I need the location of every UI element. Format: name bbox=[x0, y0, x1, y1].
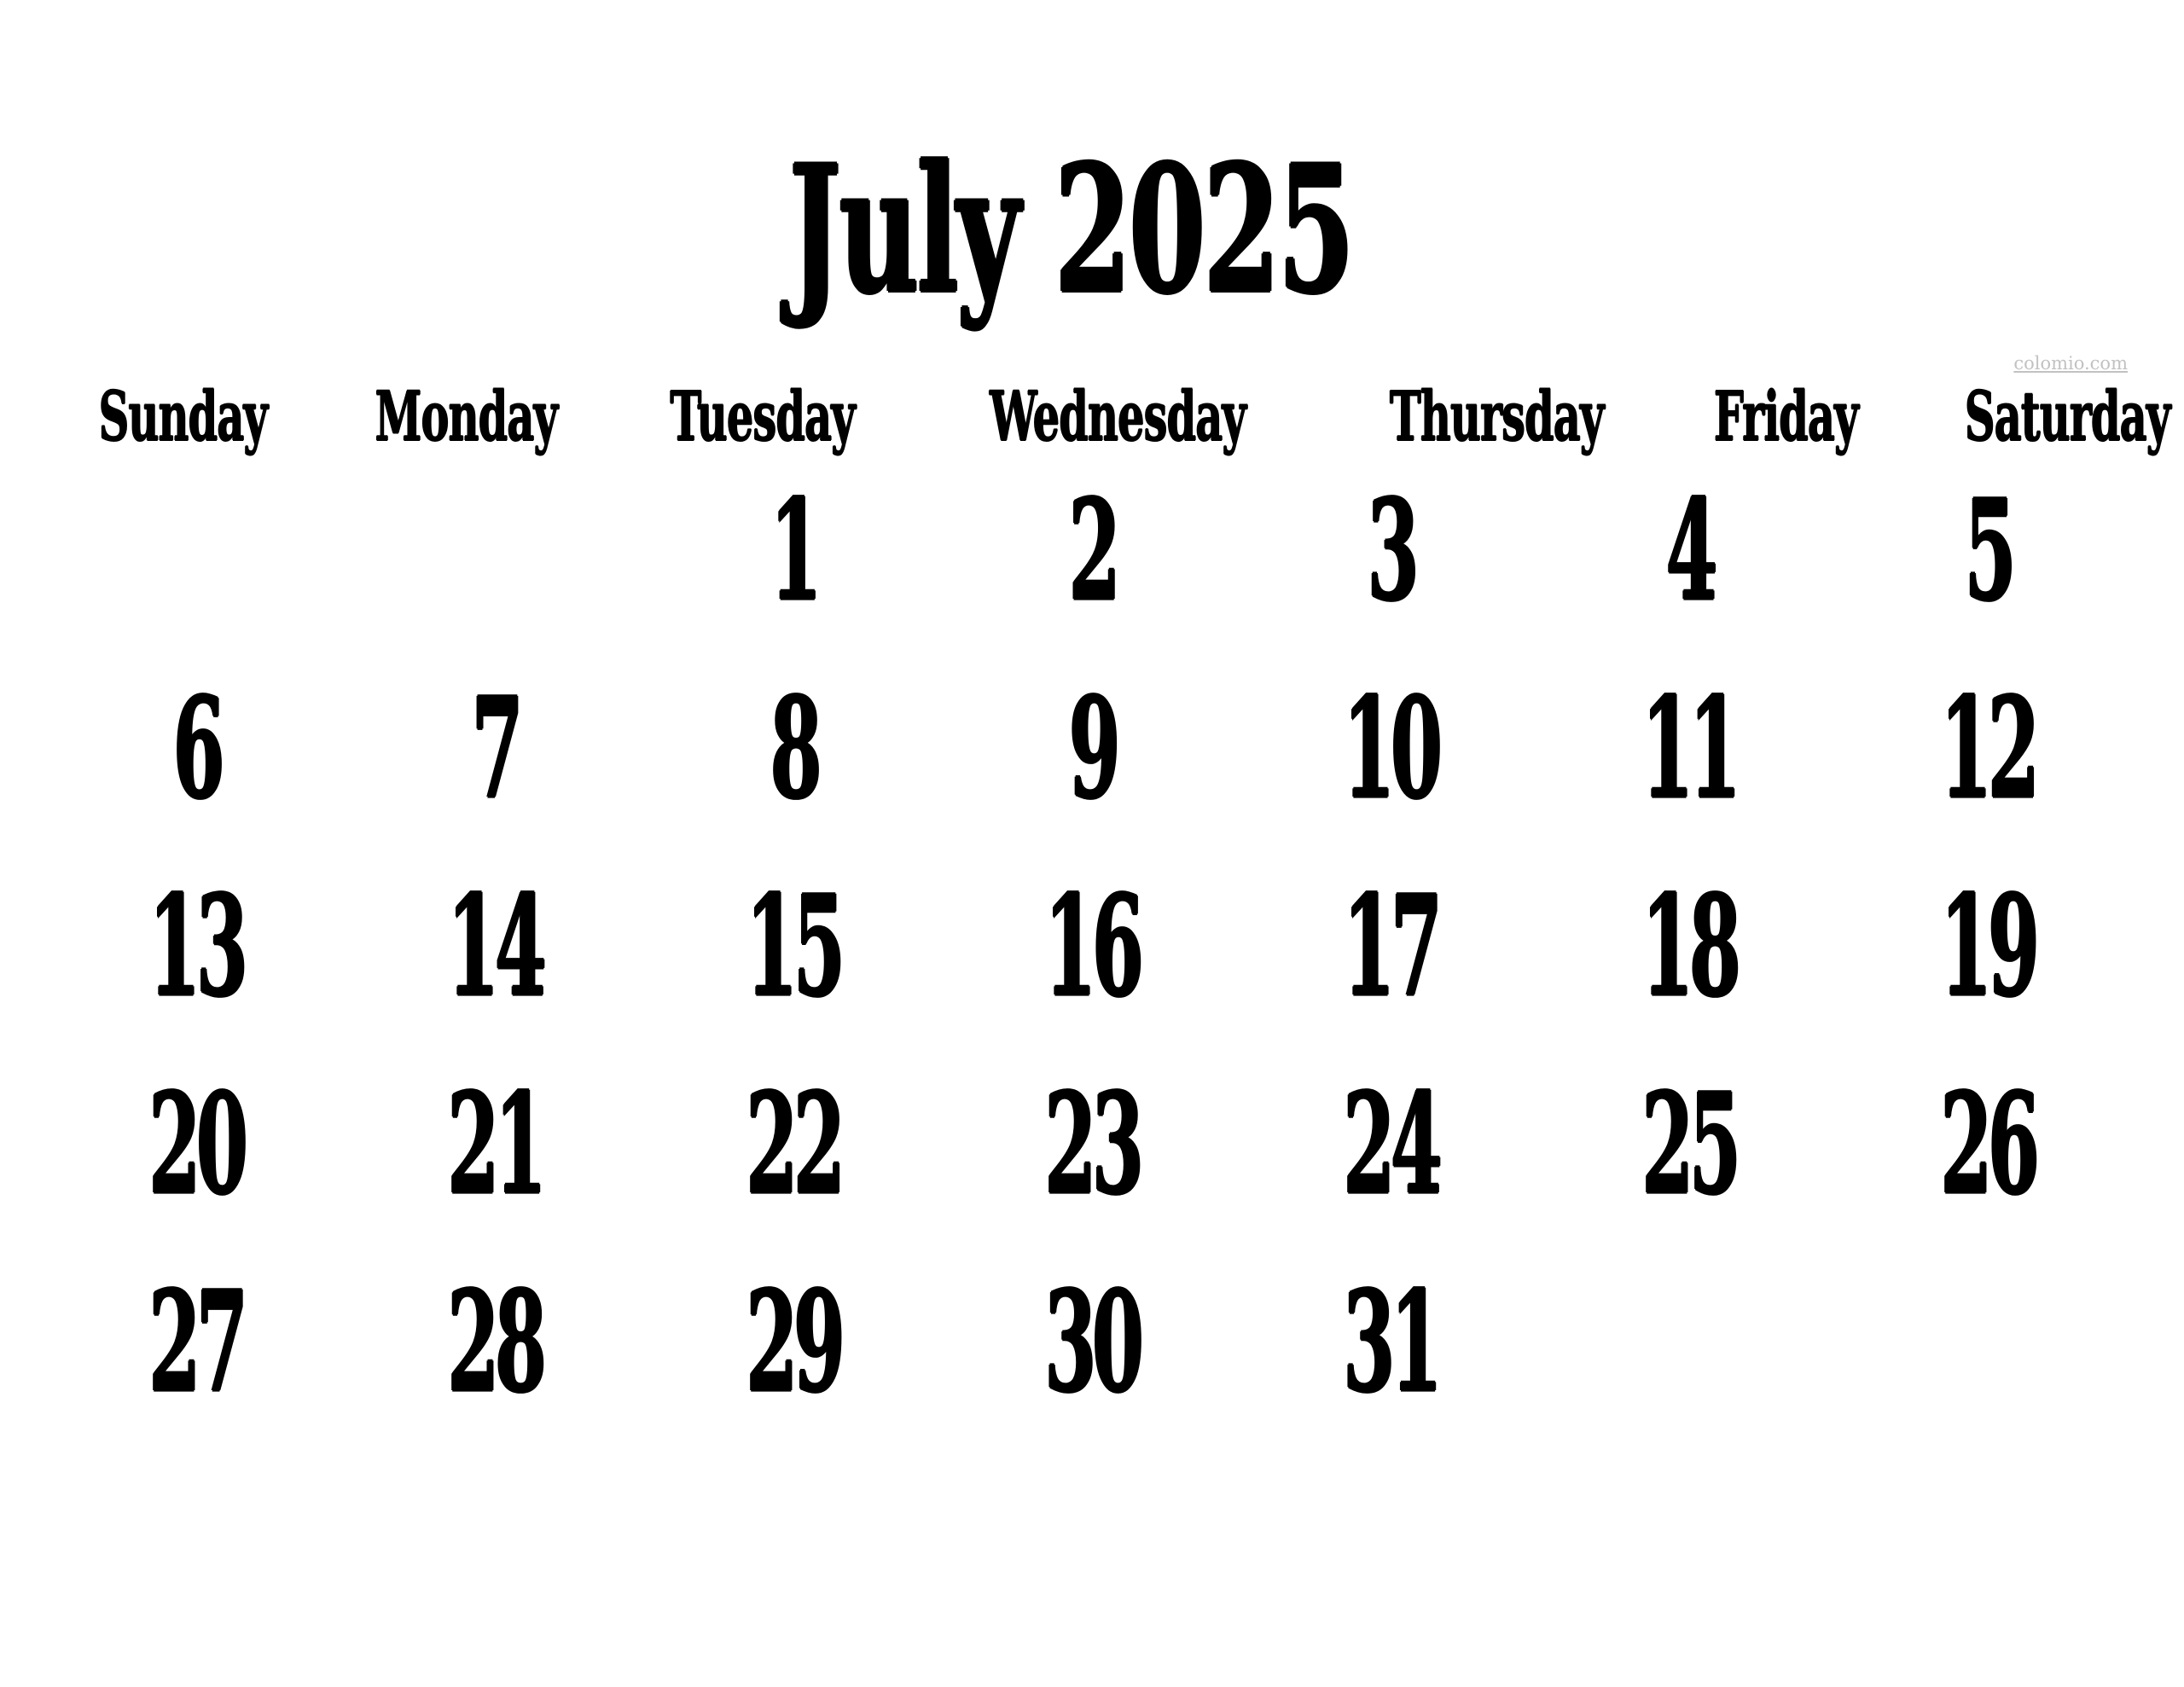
day-header-saturday bbox=[1902, 375, 2184, 456]
day-header-label: Friday bbox=[1713, 376, 1858, 456]
date-cell-10 bbox=[1241, 650, 1540, 848]
date-cell-8 bbox=[644, 650, 943, 848]
day-header-label: Wednesday bbox=[989, 376, 1246, 456]
date-cell-26 bbox=[1838, 1046, 2137, 1244]
date-number: 13 bbox=[148, 866, 244, 1028]
date-cell-24 bbox=[1241, 1046, 1540, 1244]
date-cell-25 bbox=[1540, 1046, 1838, 1244]
date-number: 27 bbox=[148, 1261, 244, 1423]
date-cell-30 bbox=[943, 1244, 1241, 1441]
day-header-tuesday bbox=[613, 375, 911, 456]
date-cell-7 bbox=[346, 650, 644, 848]
date-cell-18 bbox=[1540, 848, 1838, 1046]
date-number: 28 bbox=[447, 1261, 543, 1423]
day-header-sunday bbox=[47, 375, 319, 456]
date-number: 4 bbox=[1665, 470, 1713, 632]
date-cell-23 bbox=[943, 1046, 1241, 1244]
date-number: 14 bbox=[447, 866, 543, 1028]
date-cell-21 bbox=[346, 1046, 644, 1244]
date-cell-16 bbox=[943, 848, 1241, 1046]
date-number: 5 bbox=[1964, 470, 2012, 632]
day-header-label: Sunday bbox=[98, 376, 268, 456]
date-cell-9 bbox=[943, 650, 1241, 848]
date-number: 17 bbox=[1343, 866, 1438, 1028]
day-header-wednesday bbox=[911, 375, 1324, 456]
date-number: 8 bbox=[770, 668, 817, 830]
date-cell-20 bbox=[47, 1046, 346, 1244]
date-number: 26 bbox=[1940, 1064, 2036, 1226]
date-cell-28 bbox=[346, 1244, 644, 1441]
date-number: 19 bbox=[1940, 866, 2036, 1028]
date-number: 2 bbox=[1068, 470, 1116, 632]
day-header-label: Tuesday bbox=[669, 376, 855, 456]
date-cell-6 bbox=[47, 650, 346, 848]
date-cell-13 bbox=[47, 848, 346, 1046]
empty-cell bbox=[47, 452, 346, 650]
date-number: 7 bbox=[471, 668, 519, 830]
watermark-link[interactable]: colomio.com bbox=[2013, 353, 2128, 374]
day-header-friday bbox=[1670, 375, 1902, 456]
date-cell-22 bbox=[644, 1046, 943, 1244]
date-number: 15 bbox=[746, 866, 841, 1028]
date-number: 30 bbox=[1044, 1261, 1140, 1423]
dates-grid bbox=[47, 452, 2137, 1441]
date-number: 24 bbox=[1343, 1064, 1438, 1226]
date-number: 21 bbox=[447, 1064, 543, 1226]
date-number: 6 bbox=[172, 668, 220, 830]
date-cell-4 bbox=[1540, 452, 1838, 650]
date-number: 20 bbox=[148, 1064, 244, 1226]
day-header-row bbox=[47, 375, 2170, 456]
empty-cell bbox=[1838, 1244, 2137, 1441]
date-number: 18 bbox=[1641, 866, 1737, 1028]
date-cell-29 bbox=[644, 1244, 943, 1441]
empty-cell bbox=[346, 452, 644, 650]
day-header-label: Saturday bbox=[1964, 376, 2170, 456]
date-cell-2 bbox=[943, 452, 1241, 650]
day-header-label: Monday bbox=[375, 376, 558, 456]
date-cell-12 bbox=[1838, 650, 2137, 848]
date-cell-3 bbox=[1241, 452, 1540, 650]
date-number: 3 bbox=[1367, 470, 1414, 632]
date-number: 22 bbox=[746, 1064, 841, 1226]
date-cell-31 bbox=[1241, 1244, 1540, 1441]
date-cell-5 bbox=[1838, 452, 2137, 650]
date-number: 12 bbox=[1940, 668, 2036, 830]
day-header-monday bbox=[319, 375, 613, 456]
date-cell-11 bbox=[1540, 650, 1838, 848]
date-number: 16 bbox=[1044, 866, 1140, 1028]
date-number: 25 bbox=[1641, 1064, 1737, 1226]
date-number: 9 bbox=[1068, 668, 1116, 830]
date-cell-27 bbox=[47, 1244, 346, 1441]
date-number: 1 bbox=[770, 470, 817, 632]
date-cell-15 bbox=[644, 848, 943, 1046]
date-number: 10 bbox=[1343, 668, 1438, 830]
date-number: 29 bbox=[746, 1261, 841, 1423]
date-number: 23 bbox=[1044, 1064, 1140, 1226]
date-number: 11 bbox=[1641, 668, 1737, 830]
empty-cell bbox=[1540, 1244, 1838, 1441]
day-header-thursday bbox=[1324, 375, 1670, 456]
day-header-label: Thursday bbox=[1389, 376, 1604, 456]
calendar-grid bbox=[47, 375, 2170, 1441]
date-cell-17 bbox=[1241, 848, 1540, 1046]
date-cell-19 bbox=[1838, 848, 2137, 1046]
date-cell-1 bbox=[644, 452, 943, 650]
calendar-title: July 2025 bbox=[788, 128, 1353, 333]
date-number: 31 bbox=[1343, 1261, 1438, 1423]
date-cell-14 bbox=[346, 848, 644, 1046]
